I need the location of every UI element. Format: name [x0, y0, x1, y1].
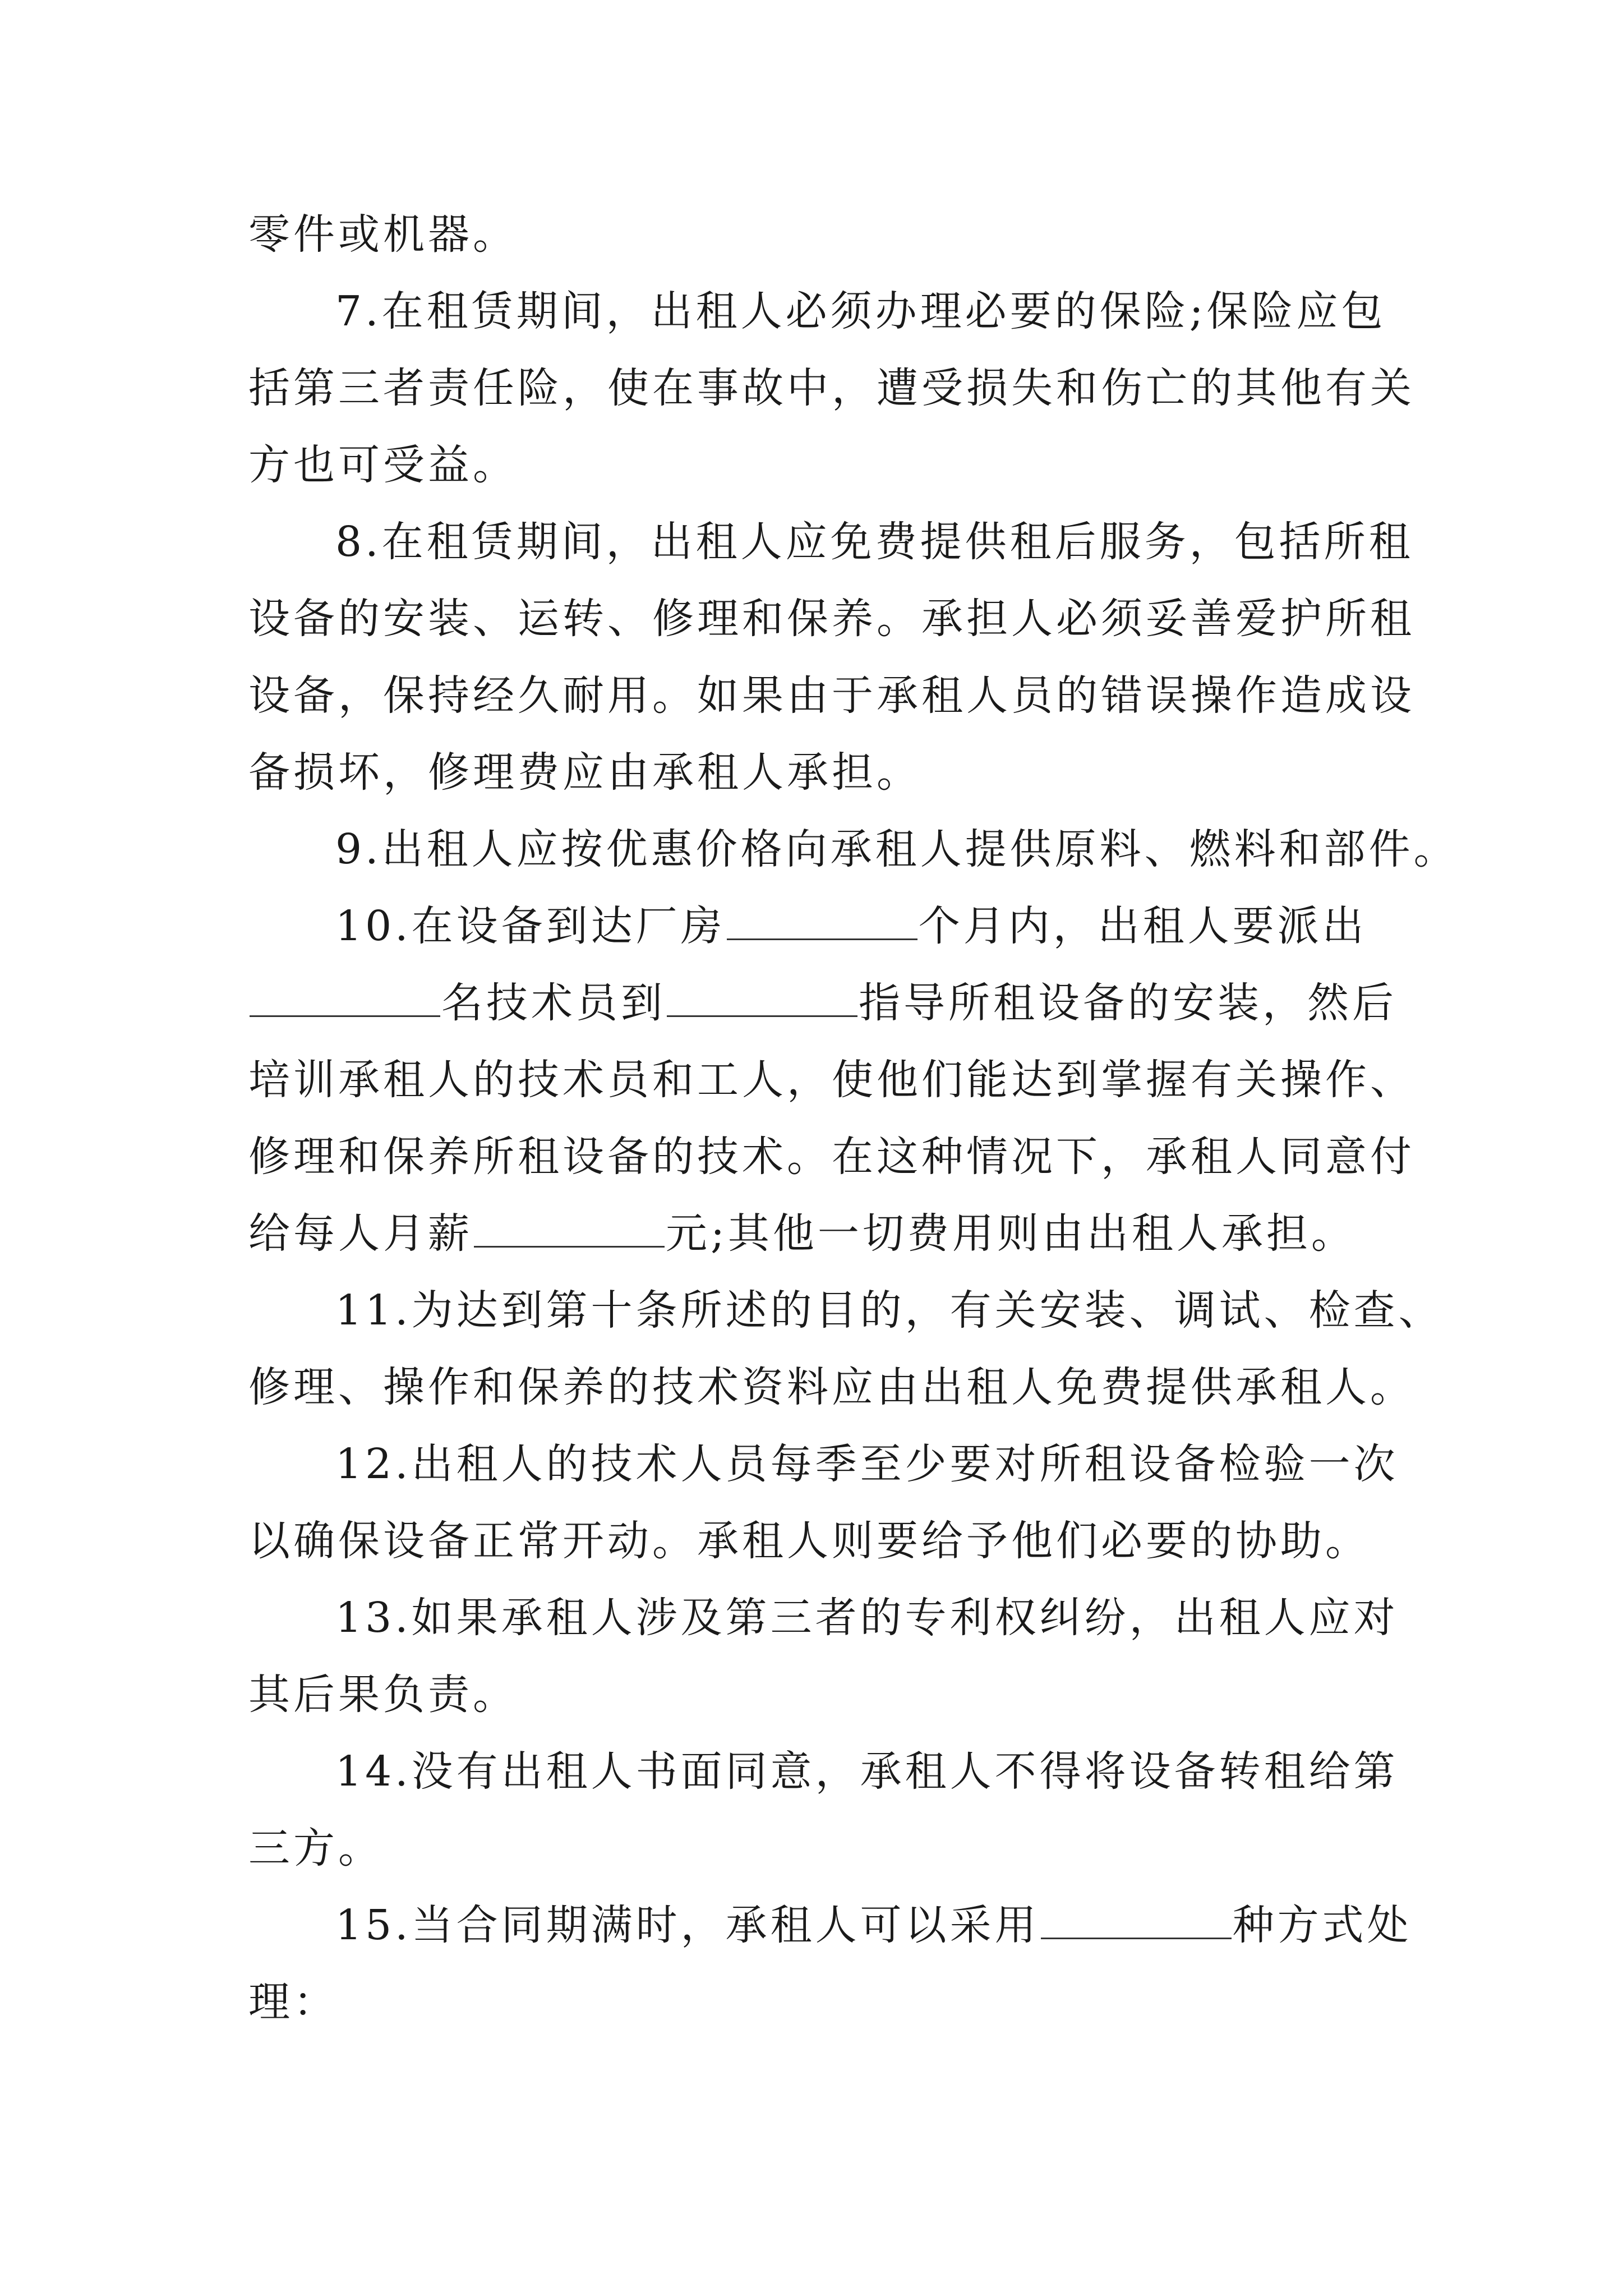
clause-8-line-3: 设备，保持经久耐用。如果由于承租人员的错误操作造成设 [248, 671, 1415, 720]
clause-14-line-2: 三方。 [248, 1824, 383, 1872]
clause-8-line-2: 设备的安装、运转、修理和保养。承担人必须妥善爱护所租 [248, 595, 1415, 643]
clause-8-line-1: 8.在租赁期间，出租人应免费提供租后服务，包括所租 [335, 518, 1414, 566]
blank-methods-count-field [1041, 1898, 1232, 1939]
clause-8-line-4: 备损坏，修理费应由承租人承担。 [248, 748, 921, 797]
clause-12-line-1: 12.出租人的技术人员每季至少要对所租设备检验一次 [335, 1440, 1399, 1488]
clause-13-line-1: 13.如果承租人涉及第三者的专利权纠纷，出租人应对 [335, 1594, 1399, 1642]
clause-10-line-5: 给每人月薪 元;其他一切费用则由出租人承担。 [248, 1205, 1356, 1262]
clause-14-line-1: 14.没有出租人书面同意，承租人不得将设备转租给第 [335, 1747, 1399, 1796]
clause-13-line-2: 其后果负责。 [248, 1671, 518, 1719]
blank-monthly-salary-field [474, 1207, 665, 1248]
clause-15-line-2: 理： [248, 1978, 338, 2026]
clause-10-line-2: 名技术员到 指导所租设备的安装，然后 [248, 975, 1397, 1031]
clause-11-line-1: 11.为达到第十条所述的目的，有关安装、调试、检查、 [335, 1286, 1444, 1335]
clause-11-line-2: 修理、操作和保养的技术资料应由出租人免费提供承租人。 [248, 1363, 1415, 1411]
clause-7-line-3: 方也可受益。 [248, 441, 518, 489]
clause-15-line-1: 15.当合同期满时，承租人可以采用 种方式处 [335, 1897, 1412, 1953]
clause-10-line-1: 10.在设备到达厂房 个月内，出租人要派出 [335, 898, 1367, 954]
clause-10-line-4: 修理和保养所租设备的技术。在这种情况下，承租人同意付 [248, 1133, 1415, 1181]
blank-technicians-count-field [250, 976, 440, 1017]
clause-9-line-1: 9.出租人应按优惠价格向承租人提供原料、燃料和部件。 [335, 825, 1459, 873]
clause-7-line-2: 括第三者责任险，使在事故中，遭受损失和伤亡的其他有关 [248, 364, 1415, 412]
blank-months-field [727, 899, 917, 940]
clause-12-line-2: 以确保设备正常开动。承租人则要给予他们必要的协助。 [248, 1517, 1370, 1565]
paragraph-6-tail: 零件或机器。 [248, 210, 518, 259]
blank-location-field [667, 976, 857, 1017]
clause-10-line-3: 培训承租人的技术员和工人，使他们能达到掌握有关操作、 [248, 1056, 1415, 1104]
clause-7-line-1: 7.在租赁期间，出租人必须办理必要的保险;保险应包 [335, 287, 1386, 335]
